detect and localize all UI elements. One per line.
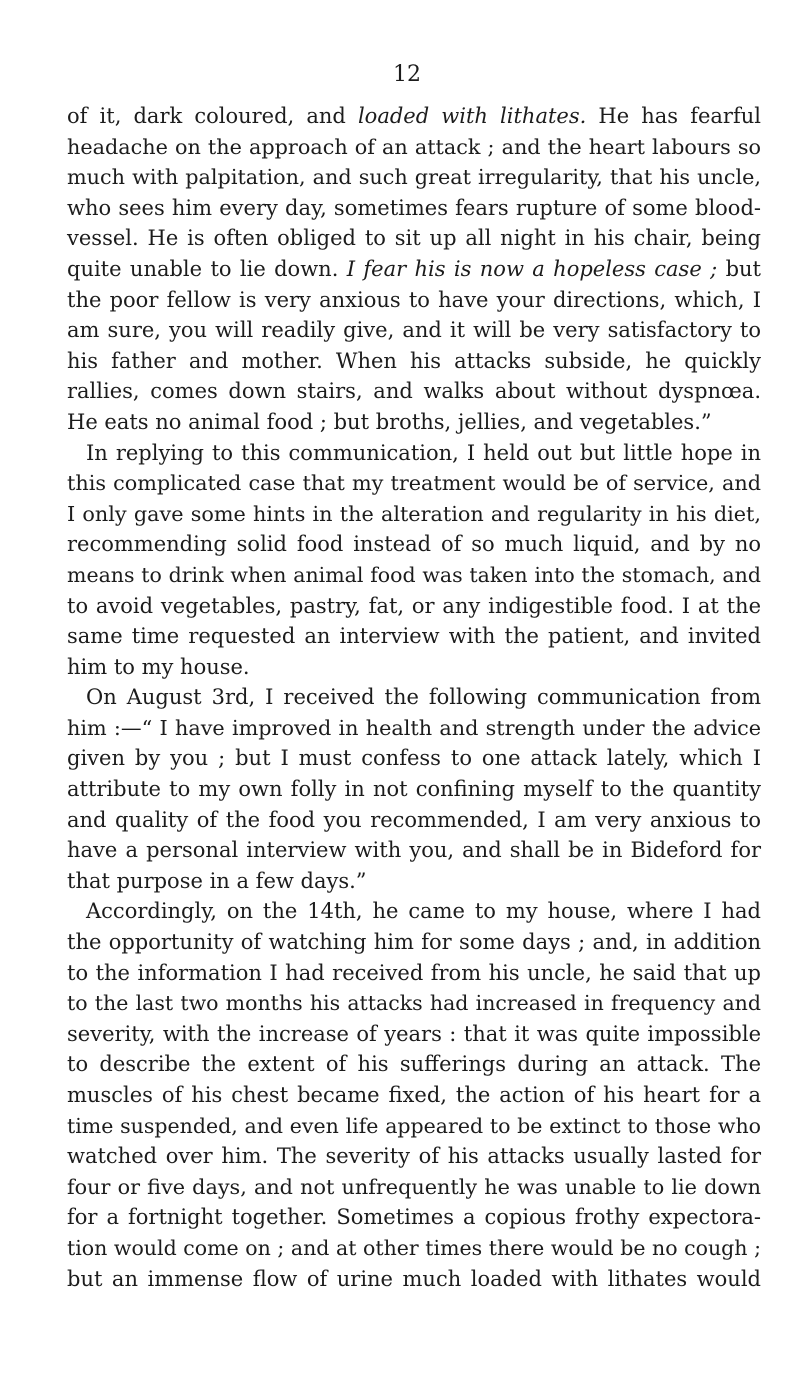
italic-phrase: I fear his is now a hopeless case ; (346, 256, 718, 281)
text-line-30: to the last two months his attacks had increased in frequency and (67, 991, 761, 1016)
text-line-29: to the information I had received from his uncle, he said that up (67, 960, 761, 985)
text-line-5: vessel. He is often obliged to sit up all night in his chair, being (67, 226, 761, 251)
text-line-32: to describe the extent of his sufferings during an attack. The (67, 1052, 761, 1077)
text-line-14: I only gave some hints in the alteration and regularity in his diet, (67, 501, 761, 526)
text-line-1: of it, dark coloured, and loaded with lithates. He has fearful (67, 104, 761, 128)
text-line-27: Accordingly, on the 14th, he came to my house, where I had (86, 899, 761, 924)
text-line-15: recommending solid food instead of so much liquid, and by no (67, 532, 761, 557)
text-line-12: In replying to this communication, I held out but little hope in (86, 440, 761, 465)
body-text (67, 101, 761, 1294)
italic-phrase: loaded with lithates. (357, 104, 587, 128)
text-line-35: watched over him. The severity of his attacks usually lasted for (67, 1144, 761, 1169)
text-line-24: and quality of the food you recommended, I am very anxious to (67, 807, 761, 832)
text-line-19: him to my house. (67, 654, 250, 679)
text-line-21: him :—“ I have improved in health and strength under the advice (67, 715, 761, 740)
text-line-6: quite unable to lie down. I fear his is now a hopeless case ; but (67, 256, 761, 281)
text-line-13: this complicated case that my treatment would be of service, and (67, 471, 761, 496)
text-line-17: to avoid vegetables, pastry, fat, or any indigestible food. I at the (67, 593, 761, 618)
text-line-8: am sure, you will readily give, and it will be very satisfactory to (67, 318, 761, 343)
text-line-3: much with palpitation, and such great irregularity, that his uncle, (67, 165, 761, 190)
text-line-7: the poor fellow is very anxious to have your directions, which, I (67, 287, 761, 312)
text-line-34: time suspended, and even life appeared to be extinct to those who (67, 1113, 761, 1138)
text-line-20: On August 3rd, I received the following communication from (86, 685, 761, 710)
text-line-36: four or five days, and not unfrequently he was unable to lie down (67, 1174, 761, 1199)
text-line-11: He eats no animal food ; but broths, jellies, and vegetables.” (67, 409, 712, 434)
text-line-2: headache on the approach of an attack ; and the heart labours so (67, 134, 761, 159)
text-line-16: means to drink when animal food was taken into the stomach, and (67, 562, 761, 587)
page-number: 12 (393, 62, 421, 87)
text-line-18: same time requested an interview with the patient, and invited (67, 624, 761, 649)
text-line-9: his father and mother. When his attacks subside, he quickly (67, 348, 761, 373)
text-line-28: the opportunity of watching him for some days ; and, in addition (67, 930, 761, 955)
text-line-31: severity, with the increase of years : that it was quite impossible (67, 1021, 761, 1046)
text-line-39: but an immense flow of urine much loaded with lithates would (67, 1266, 761, 1291)
text-line-37: for a fortnight together. Sometimes a copious frothy expectora- (67, 1205, 761, 1230)
text-line-25: have a personal interview with you, and shall be in Bideford for (67, 838, 761, 863)
text-line-26: that purpose in a few days.” (67, 868, 367, 893)
text-line-23: attribute to my own folly in not confining myself to the quantity (67, 777, 761, 802)
text-line-10: rallies, comes down stairs, and walks about without dyspnœa. (67, 379, 761, 404)
text-line-38: tion would come on ; and at other times there would be no cough ; (67, 1235, 761, 1260)
text-line-4: who sees him every day, sometimes fears rupture of some blood- (67, 195, 761, 220)
text-line-22: given by you ; but I must confess to one attack lately, which I (67, 746, 761, 771)
text-line-33: muscles of his chest became fixed, the action of his heart for a (67, 1083, 761, 1107)
